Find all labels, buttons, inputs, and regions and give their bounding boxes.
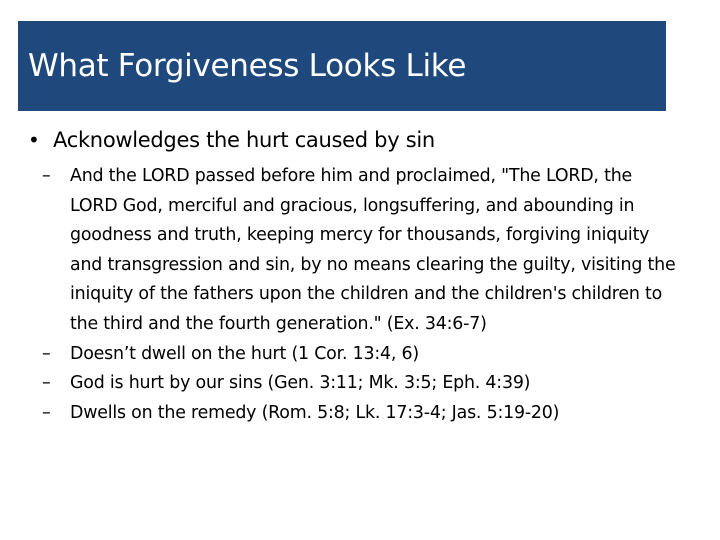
- sub-bullet-text: Doesn’t dwell on the hurt (1 Cor. 13:4, 6): [70, 343, 419, 364]
- sub-bullet-text: God is hurt by our sins (Gen. 3:11; Mk. 3:5; Eph. 4:39): [70, 373, 531, 394]
- sub-bullet-item: [42, 369, 678, 399]
- sub-bullet-item: [42, 399, 678, 429]
- sub-bullet-item: [42, 162, 678, 340]
- title-bar: [18, 21, 666, 111]
- dash-marker: –: [42, 343, 51, 364]
- bullet-item: [28, 124, 678, 156]
- dash-marker: –: [42, 402, 51, 423]
- dash-marker: –: [42, 166, 51, 186]
- sub-bullet-list: [28, 162, 678, 428]
- bullet-text: Acknowledges the hurt caused by sin: [53, 128, 435, 152]
- sub-bullet-item: [42, 340, 678, 370]
- slide-content: [28, 124, 678, 428]
- slide-title: What Forgiveness Looks Like: [28, 48, 467, 84]
- bullet-marker: •: [28, 128, 40, 152]
- sub-bullet-text: And the LORD passed before him and proclaimed, "The LORD, the LORD God, merciful and gracious, longsuffering, and abounding in goodness and truth, keeping mercy for thousands, forgiving iniquity and transgression and sin, by no means clearing the guilty, visiting the iniquity of the fathers upon the children and the children's children to the third and the fourth generation." (Ex. 34:6-7): [70, 166, 676, 334]
- dash-marker: –: [42, 373, 51, 394]
- sub-bullet-text: Dwells on the remedy (Rom. 5:8; Lk. 17:3-4; Jas. 5:19-20): [70, 402, 560, 423]
